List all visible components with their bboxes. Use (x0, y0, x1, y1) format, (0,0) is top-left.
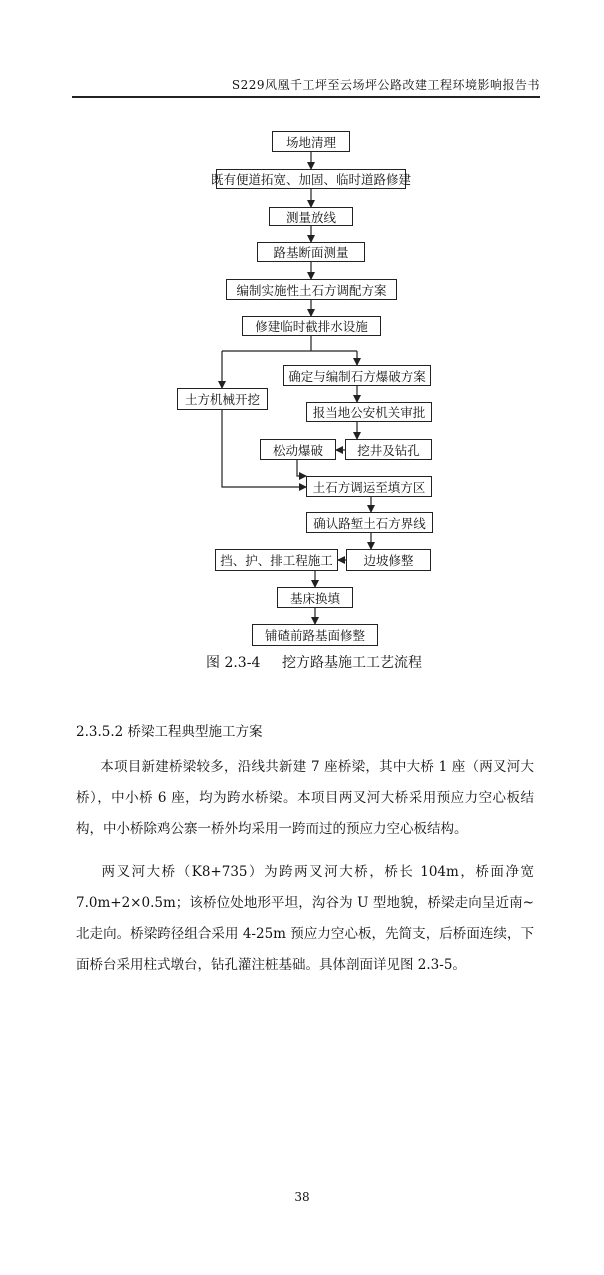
flow-box-slope-trimming: 边坡修整 (346, 549, 431, 571)
paragraph-2 (76, 857, 534, 981)
flow-box-loosening-blast: 松动爆破 (260, 439, 336, 460)
flow-box-retaining-works: 挡、护、排工程施工 (215, 549, 338, 571)
section-heading: 2.3.5.2 桥梁工程典型施工方案 (76, 724, 263, 740)
flow-box-police-approval: 报当地公安机关审批 (306, 402, 432, 422)
flow-box-survey-staking: 测量放线 (269, 207, 353, 226)
running-header: S229风凰千工坪至云场坪公路改建工程环境影响报告书 (231, 78, 540, 92)
flow-box-section-survey: 路基断面测量 (257, 242, 365, 262)
flow-box-haul-to-fill: 土石方调运至填方区 (306, 476, 432, 497)
paragraph-2-text: 两叉河大桥（K8+735）为跨两叉河大桥，桥长 104m，桥面净宽 7.0m+2×0.5m；该桥位处地形平坦，沟谷为 U 型地貌，桥梁走向呈近南~北走向。桥梁跨径组合采用 4-25m 预应力空心板，先简支，后桥面连续，下面桥台采用柱式墩台，钻孔灌注桩基础。具体剖面详见图 2.3-5。 (76, 864, 534, 973)
flow-box-boundary-line: 确认路堑土石方界线 (306, 512, 433, 533)
flow-box-earthwork-plan: 编制实施性土石方调配方案 (226, 279, 397, 300)
flow-box-blasting-plan: 确定与编制石方爆破方案 (283, 365, 431, 386)
flow-box-site-clearing: 场地清理 (272, 131, 350, 152)
figure-title: 挖方路基施工工艺流程 (282, 655, 422, 671)
flow-box-road-widening: 既有便道拓宽、加固、临时道路修建 (216, 169, 406, 189)
arrow-loosening-to-haul (297, 460, 306, 476)
flow-box-mechanical-excavation: 土方机械开挖 (177, 388, 268, 410)
figure-number: 图 2.3-4 (206, 655, 261, 671)
flow-box-subgrade-replacement: 基床换填 (277, 587, 353, 608)
paragraph-1 (76, 752, 534, 845)
flow-box-drainage: 修建临时截排水设施 (242, 316, 381, 336)
page-number: 38 (294, 1190, 310, 1204)
flow-box-surface-trimming: 铺碴前路基面修整 (252, 624, 378, 646)
paragraph-1-text: 本项目新建桥梁较多，沿线共新建 7 座桥梁，其中大桥 1 座（两叉河大桥），中小桥 6 座，均为跨水桥梁。本项目两叉河大桥采用预应力空心板结构，中小桥除鸡公寨一桥外均采用一跨而过的预应力空心板结构。 (76, 759, 534, 837)
flow-box-drilling: 挖井及钻孔 (345, 439, 432, 460)
